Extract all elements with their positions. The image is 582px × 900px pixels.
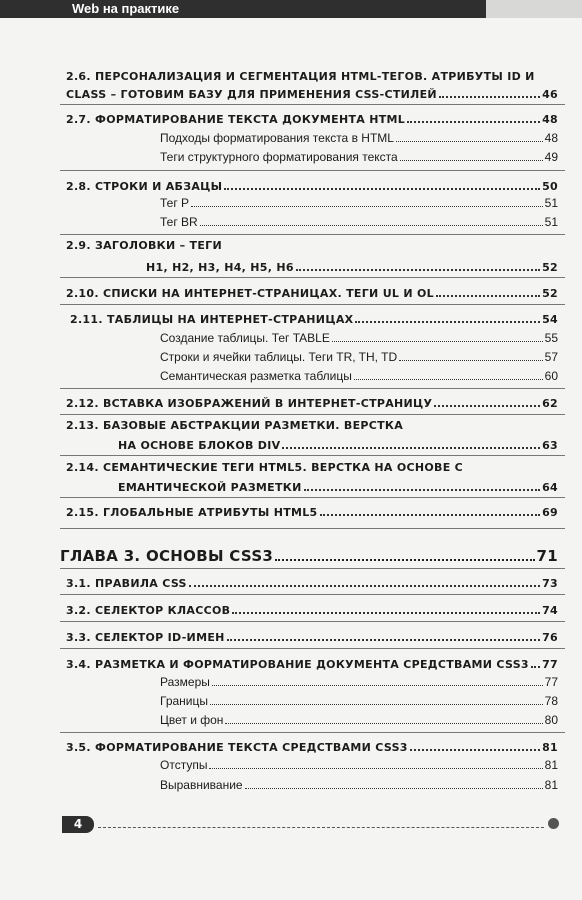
leader-dots	[224, 187, 540, 190]
toc-title: 3.4. РАЗМЕТКА И ФОРМАТИРОВАНИЕ ДОКУМЕНТА СРЕДСТВАМИ CSS3	[66, 658, 529, 671]
toc-title: 3.3. СЕЛЕКТОР ID-ИМЕН	[66, 631, 225, 644]
separator	[60, 621, 565, 622]
toc-page: 77	[544, 675, 558, 689]
running-header	[0, 0, 486, 18]
toc-entry-2-7	[66, 110, 558, 126]
toc-page: 69	[542, 506, 558, 519]
toc-title: Отступы	[160, 758, 208, 772]
separator	[60, 234, 565, 235]
leader-dots	[399, 359, 543, 361]
toc-page: 57	[544, 350, 558, 364]
toc-subentry	[160, 330, 558, 345]
toc-page: 46	[542, 88, 558, 101]
toc-subentry	[160, 149, 558, 164]
leader-dots	[209, 767, 542, 769]
toc-page: 80	[544, 713, 558, 727]
toc-page: 51	[544, 215, 558, 229]
toc-entry-2-13-line1: 2.13. БАЗОВЫЕ АБСТРАКЦИИ РАЗМЕТКИ. ВЕРСТКА	[66, 419, 404, 432]
separator	[60, 414, 565, 415]
toc-page: 52	[542, 261, 558, 274]
toc-page: 63	[542, 439, 558, 452]
leader-dots	[320, 513, 541, 516]
toc-page: 54	[542, 313, 558, 326]
toc-title: НА ОСНОВЕ БЛОКОВ DIV	[118, 439, 281, 452]
toc-page: 73	[542, 577, 558, 590]
toc-title: Цвет и фон	[160, 713, 224, 727]
separator	[60, 732, 565, 733]
leader-dots	[191, 205, 543, 207]
leader-dots	[189, 584, 540, 587]
toc-title: Семантическая разметка таблицы	[160, 369, 352, 383]
leader-dots	[332, 340, 543, 342]
toc-title: Создание таблицы. Тег TABLE	[160, 331, 330, 345]
leader-dots	[275, 558, 534, 561]
leader-dots	[434, 404, 540, 407]
toc-page: 81	[542, 741, 558, 754]
toc-entry-3-5	[66, 738, 558, 754]
toc-page: 48	[544, 131, 558, 145]
toc-page: 51	[544, 196, 558, 210]
toc-page: 78	[544, 694, 558, 708]
toc-entry-2-12	[66, 394, 558, 410]
leader-dots	[200, 224, 543, 226]
leader-dots	[296, 268, 540, 271]
separator	[60, 528, 565, 529]
toc-page: 62	[542, 397, 558, 410]
leader-dots	[355, 320, 540, 323]
toc-title: CLASS – ГОТОВИМ БАЗУ ДЛЯ ПРИМЕНЕНИЯ CSS-СТИЛЕЙ	[66, 88, 437, 101]
toc-entry-2-11	[70, 310, 558, 326]
toc-entry-2-9-line1: 2.9. ЗАГОЛОВКИ – ТЕГИ	[66, 239, 222, 252]
page-number-badge	[62, 816, 94, 833]
chapter-page: 71	[536, 547, 558, 565]
separator	[60, 277, 565, 278]
chapter-title: ГЛАВА 3. ОСНОВЫ CSS3	[60, 547, 274, 565]
separator	[60, 648, 565, 649]
toc-page: 64	[542, 481, 558, 494]
separator	[60, 388, 565, 389]
toc-entry-3-4	[66, 655, 558, 671]
separator	[60, 568, 565, 569]
separator	[60, 455, 565, 456]
separator	[60, 304, 565, 305]
toc-title: Подходы форматирования текста в HTML	[160, 131, 394, 145]
leader-dots	[436, 294, 540, 297]
toc-subentry	[160, 130, 558, 145]
leader-dots	[439, 95, 540, 98]
toc-subentry	[160, 674, 558, 689]
toc-entry-2-13	[118, 436, 558, 452]
toc-title: Выравнивание	[160, 778, 243, 792]
toc-entry-3-2	[66, 601, 558, 617]
toc-entry-2-6-line1: 2.6. ПЕРСОНАЛИЗАЦИЯ И СЕГМЕНТАЦИЯ HTML-ТЕГОВ. АТРИБУТЫ ID И	[66, 70, 535, 83]
toc-title: 2.11. ТАБЛИЦЫ НА ИНТЕРНЕТ-СТРАНИЦАХ	[70, 313, 354, 326]
leader-dots	[410, 748, 540, 751]
toc-subentry	[160, 195, 558, 210]
leader-dots	[354, 378, 543, 380]
toc-entry-3-3	[66, 628, 558, 644]
toc-title: 2.7. ФОРМАТИРОВАНИЕ ТЕКСТА ДОКУМЕНТА HTML	[66, 113, 406, 126]
toc-entry-2-6	[66, 85, 558, 101]
leader-dots	[232, 611, 540, 614]
toc-title: Теги структурного форматирования текста	[160, 150, 398, 164]
toc-title: Тег BR	[160, 215, 198, 229]
toc-page: 48	[542, 113, 558, 126]
toc-page: 49	[544, 150, 558, 164]
toc-page: 60	[544, 369, 558, 383]
toc-subentry	[160, 349, 558, 364]
toc-subentry	[160, 693, 558, 708]
header-edge	[486, 0, 582, 18]
toc-page: 50	[542, 180, 558, 193]
toc-title: Границы	[160, 694, 208, 708]
toc-page: 81	[544, 758, 558, 772]
toc-entry-2-14	[118, 478, 558, 494]
leader-dots	[407, 120, 540, 123]
leader-dots	[304, 488, 540, 491]
toc-title: 2.8. СТРОКИ И АБЗАЦЫ	[66, 180, 223, 193]
toc-title: 2.10. СПИСКИ НА ИНТЕРНЕТ-СТРАНИЦАХ. ТЕГИ UL И OL	[66, 287, 434, 300]
toc-subentry	[160, 777, 558, 792]
leader-dots	[531, 665, 540, 668]
page-number: 4	[73, 817, 83, 831]
separator	[60, 497, 565, 498]
toc-subentry	[160, 368, 558, 383]
toc-title: 2.12. ВСТАВКА ИЗОБРАЖЕНИЙ В ИНТЕРНЕТ-СТРАНИЦУ	[66, 397, 433, 410]
toc-entry-2-10	[66, 284, 558, 300]
toc-chapter-3	[60, 543, 558, 565]
toc-entry-2-9	[146, 258, 558, 274]
toc-page: 55	[544, 331, 558, 345]
toc-title: Размеры	[160, 675, 210, 689]
leader-dots	[245, 787, 543, 789]
toc-page: 77	[542, 658, 558, 671]
toc-title: Тег P	[160, 196, 190, 210]
toc-subentry	[160, 757, 558, 772]
toc-page: 81	[544, 778, 558, 792]
toc-title: 3.5. ФОРМАТИРОВАНИЕ ТЕКСТА СРЕДСТВАМИ CSS3	[66, 741, 408, 754]
leader-dots	[210, 703, 543, 705]
toc-page: 76	[542, 631, 558, 644]
separator	[60, 594, 565, 595]
toc-title: 3.2. СЕЛЕКТОР КЛАССОВ	[66, 604, 231, 617]
toc-title: ЕМАНТИЧЕСКОЙ РАЗМЕТКИ	[118, 481, 302, 494]
toc-title: Строки и ячейки таблицы. Теги TR, TH, TD	[160, 350, 398, 364]
leader-dots	[212, 684, 543, 686]
toc-title: H1, H2, H3, H4, H5, H6	[146, 261, 294, 274]
toc-subentry	[160, 214, 558, 229]
toc-entry-2-14-line1: 2.14. СЕМАНТИЧЕСКИЕ ТЕГИ HTML5. ВЕРСТКА НА ОСНОВЕ С	[66, 461, 464, 474]
running-header-title: Web на практике	[72, 1, 180, 16]
leader-dots	[282, 446, 540, 449]
separator	[60, 104, 565, 105]
leader-dots	[225, 722, 542, 724]
toc-entry-2-8	[66, 177, 558, 193]
leader-dots	[227, 638, 540, 641]
separator	[60, 170, 565, 171]
footer-dashed-line	[98, 826, 544, 828]
toc-subentry	[160, 712, 558, 727]
toc-page: 52	[542, 287, 558, 300]
toc-entry-2-15	[66, 503, 558, 519]
toc-page: 74	[542, 604, 558, 617]
leader-dots	[396, 140, 543, 142]
toc-title: 2.15. ГЛОБАЛЬНЫЕ АТРИБУТЫ HTML5	[66, 506, 318, 519]
leader-dots	[400, 159, 543, 161]
footer-dot-ornament	[548, 818, 559, 829]
toc-title: 3.1. ПРАВИЛА CSS	[66, 577, 187, 590]
toc-entry-3-1	[66, 574, 558, 590]
